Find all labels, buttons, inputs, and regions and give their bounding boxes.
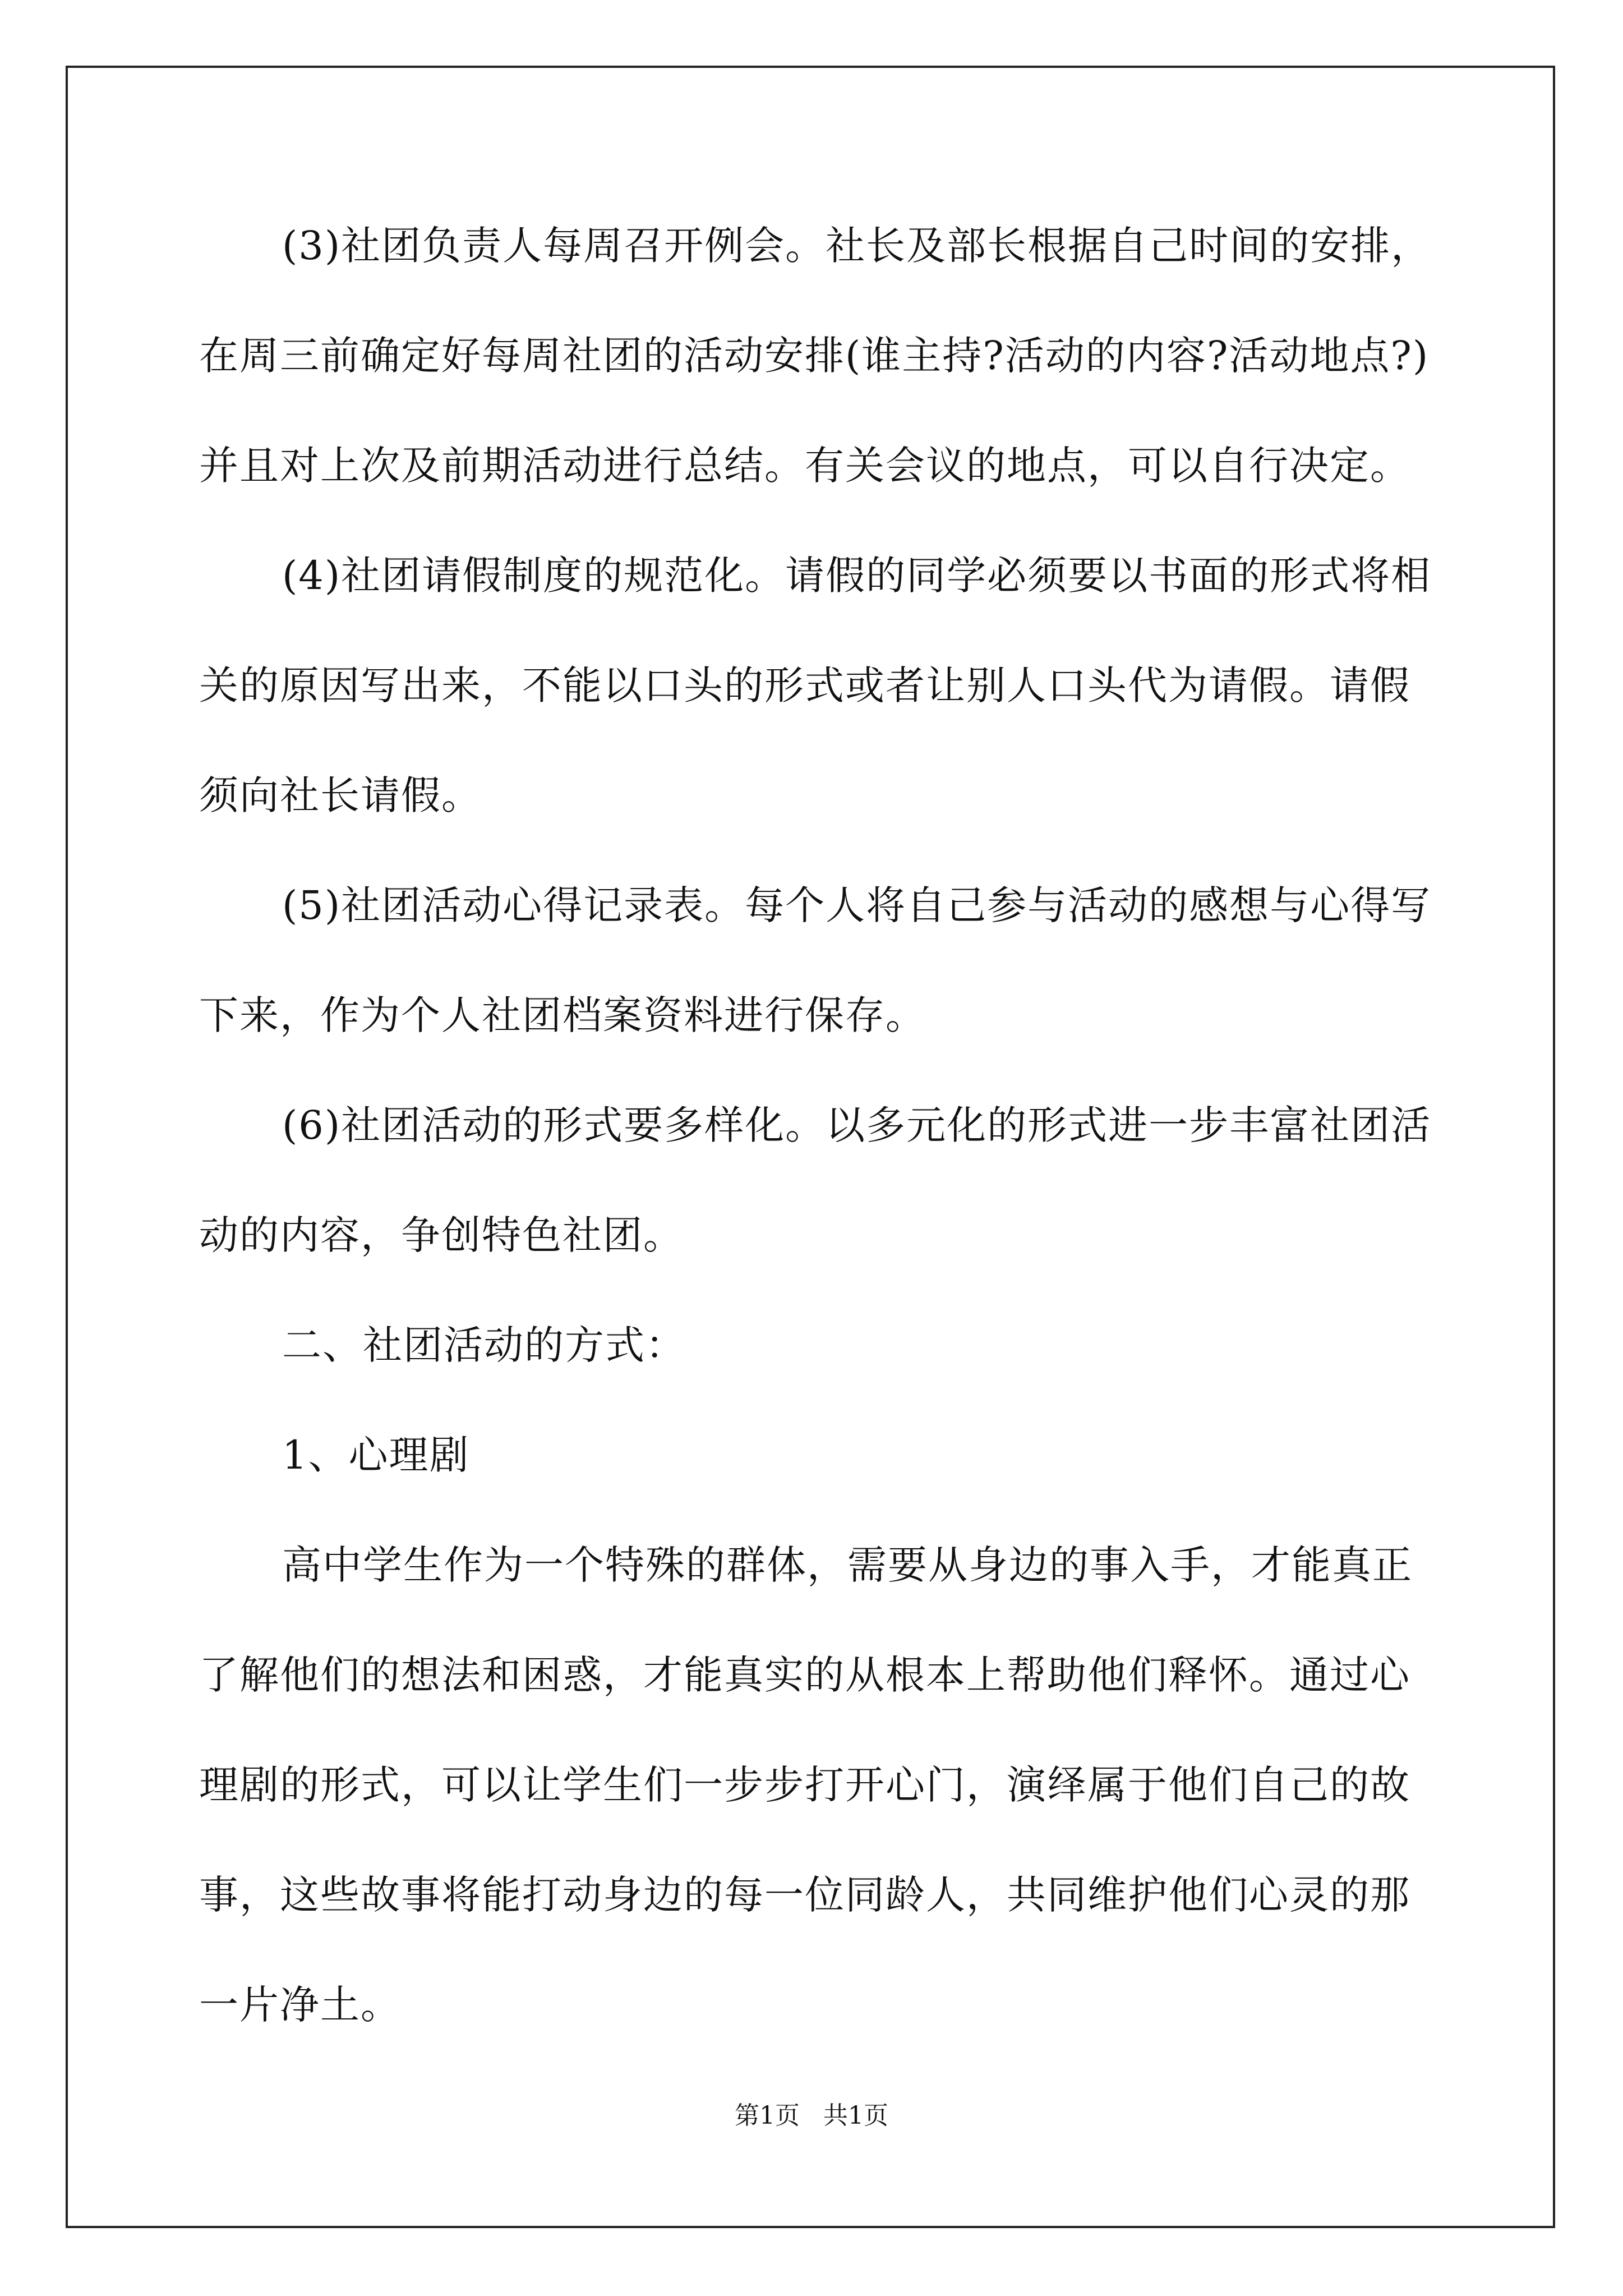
text-line: 并且对上次及前期活动进行总结。有关会议的地点，可以自行决定。 — [199, 443, 1410, 489]
text-line: (6)社团活动的形式要多样化。以多元化的形式进一步丰富社团活 — [282, 1102, 1432, 1148]
text-line: 动的内容，争创特色社团。 — [199, 1212, 684, 1258]
subsection-heading: 1、心理剧 — [282, 1432, 470, 1478]
text-line: 事，这些故事将能打动身边的每一位同龄人，共同维护他们心灵的那 — [199, 1872, 1410, 1918]
text-line: 高中学生作为一个特殊的群体，需要从身边的事入手，才能真正 — [282, 1542, 1413, 1588]
page-footer — [0, 2095, 1623, 2131]
page-number-total: 共1页 — [823, 2101, 888, 2130]
text-line: (3)社团负责人每周召开例会。社长及部长根据自己时间的安排， — [282, 223, 1432, 269]
text-line: 了解他们的想法和困惑，才能真实的从根本上帮助他们释怀。通过心 — [199, 1652, 1410, 1698]
text-line: 理剧的形式，可以让学生们一步步打开心门，演绎属于他们自己的故 — [199, 1762, 1410, 1808]
text-line: 下来，作为个人社团档案资料进行保存。 — [199, 992, 926, 1038]
text-line: 在周三前确定好每周社团的活动安排(谁主持?活动的内容?活动地点?) — [199, 333, 1430, 379]
text-line: 须向社长请假。 — [199, 772, 482, 818]
text-line: 一片净土。 — [199, 1982, 401, 2028]
page-number-current: 第1页 — [735, 2101, 800, 2130]
document-body — [199, 191, 1433, 2060]
text-line: (5)社团活动心得记录表。每个人将自己参与活动的感想与心得写 — [282, 882, 1432, 928]
section-heading: 二、社团活动的方式： — [282, 1322, 686, 1368]
text-line: (4)社团请假制度的规范化。请假的同学必须要以书面的形式将相 — [282, 553, 1432, 599]
text-line: 关的原因写出来，不能以口头的形式或者让别人口头代为请假。请假 — [199, 662, 1410, 708]
